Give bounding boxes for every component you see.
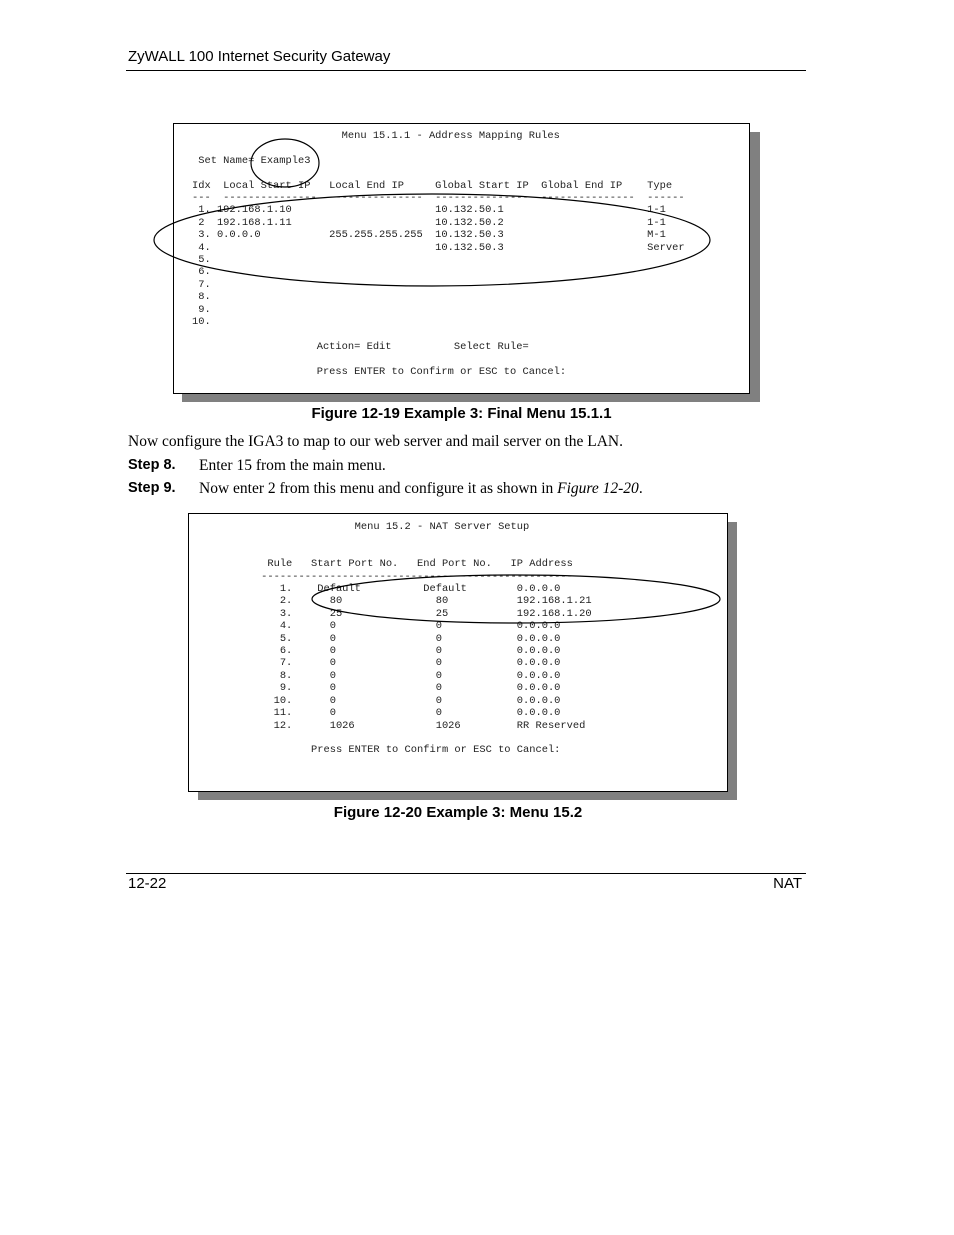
footer-section: NAT: [773, 875, 802, 892]
figure2-caption: Figure 12-20 Example 3: Menu 15.2: [333, 804, 583, 821]
header-rule: [126, 70, 806, 71]
step9-label: Step 9.: [128, 480, 176, 496]
figure2-terminal-text: Menu 15.2 - NAT Server Setup Rule Start Port No. End Port No. IP Address --------------------------------------------------- 1. Default Default 0.0.0.0 2. 80 80 192.168.1.21 3. 25 25 192.168.1.20 4. 0 0 0.0.0.0 5. 0 0 0.0.0.0 6. 0 0 0.0.0.0 7. 0 0 0.0.0.0 8. 0 0 0.0.0.0 9. 0 0 0.0.0.0 10. 0 0 0.0.0.0 11. 0 0 0.0.0.0 12. 1026 1026 RR Reserved Press ENTER to Confirm or ESC to Cancel:: [261, 521, 592, 757]
footer-rule: [126, 873, 806, 874]
figure1-terminal: [173, 123, 750, 394]
figure-reference: Figure 12-20: [557, 480, 639, 497]
step8-label: Step 8.: [128, 457, 176, 473]
step8-text: Enter 15 from the main menu.: [199, 457, 386, 474]
figure2-terminal: [188, 513, 728, 792]
footer-page-number: 12-22: [128, 875, 167, 892]
step9-text-main: Now enter 2 from this menu and configure it as shown in: [199, 480, 558, 497]
body-paragraph: Now configure the IGA3 to map to our web server and mail server on the LAN.: [128, 433, 623, 450]
figure1-terminal-text: Menu 15.1.1 - Address Mapping Rules Set Name= Example3 Idx Local Start IP Local End IP Global Start IP Global End IP Type --- --------------- --------------- --------------- --------------- ------ 1. 192.168.1.10 10.132.50.1 1-1 2 192.168.1.11 10.132.50.2 1-1 3. 0.0.0.0 255.255.255.255 10.132.50.3 M-1 4. 10.132.50.3 Server 5. 6. 7. 8. 9. 10. Action= Edit Select Rule= Press ENTER to Confirm or ESC to Cancel:: [192, 130, 685, 378]
step9-text-end: .: [638, 480, 643, 497]
page-header-title: ZyWALL 100 Internet Security Gateway: [128, 48, 391, 65]
step9-text: [199, 480, 643, 498]
figure1-caption: Figure 12-19 Example 3: Final Menu 15.1.1: [311, 405, 612, 422]
